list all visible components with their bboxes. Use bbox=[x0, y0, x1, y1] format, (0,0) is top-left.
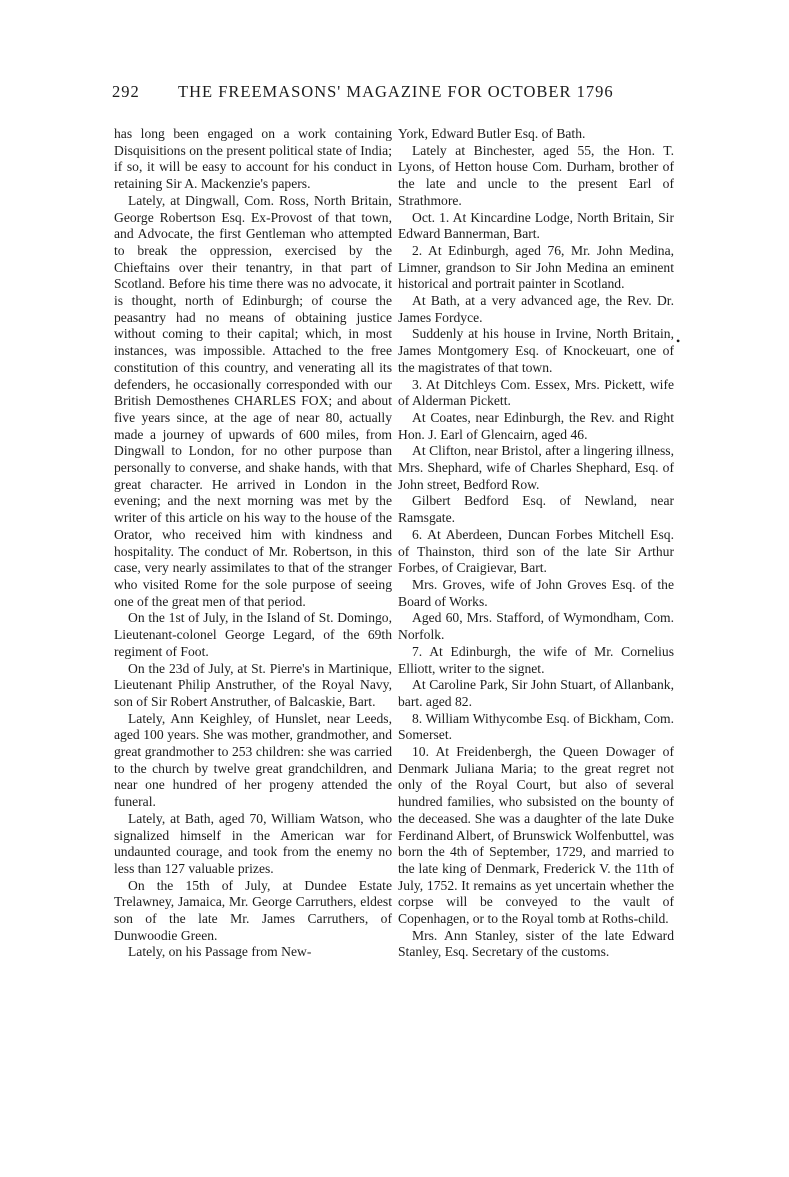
obituary-paragraph: Suddenly at his house in Irvine, North Britain, James Montgomery Esq. of Knockeuart, one of the magistrates of that town. bbox=[398, 326, 674, 375]
obituary-paragraph: Lately, Ann Keighley, of Hunslet, near Leeds, aged 100 years. She was mother, grandmother, and great grandmother to 253 children: she was carried to the church by twelve great grandchildren, and near one hundred of her progeny attended the funeral. bbox=[114, 710, 392, 810]
obituary-paragraph: has long been engaged on a work containing Disquisitions on the present political state of India; if so, it will be easy to account for his conduct in retaining Sir A. Mackenzie's papers. bbox=[114, 126, 392, 192]
obituary-paragraph: Mrs. Groves, wife of John Groves Esq. of the Board of Works. bbox=[398, 576, 674, 609]
print-speck: • bbox=[676, 334, 681, 348]
right-column bbox=[398, 126, 674, 961]
obituary-paragraph: Mrs. Ann Stanley, sister of the late Edward Stanley, Esq. Secretary of the customs. bbox=[398, 927, 674, 960]
obituary-paragraph: 7. At Edinburgh, the wife of Mr. Cornelius Elliott, writer to the signet. bbox=[398, 643, 674, 676]
obituary-paragraph: 6. At Aberdeen, Duncan Forbes Mitchell Esq. of Thainston, third son of the late Sir Arthur Forbes, of Craigievar, Bart. bbox=[398, 526, 674, 576]
obituary-paragraph: At Bath, at a very advanced age, the Rev. Dr. James Fordyce. bbox=[398, 293, 674, 325]
obituary-paragraph: At Caroline Park, Sir John Stuart, of Allanbank, bart. aged 82. bbox=[398, 677, 674, 709]
obituary-paragraph: On the 15th of July, at Dundee Estate Trelawney, Jamaica, Mr. George Carruthers, eldest son of the late Mr. James Carruthers, of Dunwoodie Green. bbox=[114, 877, 392, 943]
obituary-paragraph: Lately, on his Passage from New- bbox=[128, 944, 312, 960]
page-header bbox=[112, 82, 672, 108]
obituary-paragraph: 10. At Freidenbergh, the Queen Dowager of Denmark Juliana Maria; to the great regret not only of the Royal Court, but also of several hundred families, who subsisted on the bounty of the deceased. She was a daughter of the late Duke Ferdinand Albert, of Brunswick Wolfenbuttel, was born the 4th of September, 1729, and married to the late king of Denmark, Frederick V. the 11th of July, 1752. It remains as yet uncertain whether the corpse will be conveyed to the vault of Copenhagen, or to the Royal tomb at Roths-child. bbox=[398, 744, 674, 927]
obituary-paragraph: Oct. 1. At Kincardine Lodge, North Britain, Sir Edward Bannerman, Bart. bbox=[398, 209, 674, 242]
obituary-paragraph: 3. At Ditchleys Com. Essex, Mrs. Pickett, wife of Alderman Pickett. bbox=[398, 376, 674, 409]
obituary-paragraph: On the 1st of July, in the Island of St. Domingo, Lieutenant-colonel George Legard, of the 69th regiment of Foot. bbox=[114, 610, 392, 659]
obituary-paragraph: Aged 60, Mrs. Stafford, of Wymondham, Com. Norfolk. bbox=[398, 610, 674, 643]
obituary-paragraph: Lately at Binchester, aged 55, the Hon. T. Lyons, of Hetton house Com. Durham, brother of the late and uncle to the present Earl of Strathmore. bbox=[398, 142, 674, 208]
obituary-paragraph: Lately, at Bath, aged 70, William Watson, who signalized himself in the American war for undaunted courage, and took from the enemy no less than 127 valuable prizes. bbox=[114, 810, 392, 876]
obituary-paragraph: York, Edward Butler Esq. of Bath. bbox=[398, 126, 586, 141]
running-title: THE FREEMASONS' MAGAZINE FOR OCTOBER 1796 bbox=[178, 82, 614, 101]
obituary-paragraph: On the 23d of July, at St. Pierre's in Martinique, Lieutenant Philip Anstruther, of the Royal Navy, son of Sir Robert Anstruther, of Balcaskie, Bart. bbox=[114, 660, 392, 709]
obituary-paragraph: At Coates, near Edinburgh, the Rev. and Right Hon. J. Earl of Glencairn, aged 46. bbox=[398, 409, 674, 442]
obituary-paragraph: 2. At Edinburgh, aged 76, Mr. John Medina, Limner, grandson to Sir John Medina an eminent historical and portrait painter in Scotland. bbox=[398, 242, 674, 292]
obituary-paragraph: 8. William Withycombe Esq. of Bickham, Com. Somerset. bbox=[398, 710, 674, 743]
obituary-paragraph: Lately, at Dingwall, Com. Ross, North Britain, George Robertson Esq. Ex-Provost of that town, and Advocate, the first Gentleman who attempted to break the oppression, exercised by the Chieftains over their tenantry, in that part of Scotland. Before his time there was no advocate, it is thought, north of Edinburgh; of course the peasantry had no means of obtaining justice without coming to their capital; which, in most instances, was impossible. Attached to the free constitution of this country, and venerating all its defenders, he occasionally corresponded with our British Demosthenes CHARLES FOX; and about five years since, at the age of near 80, actually made a journey of upwards of 600 miles, from Dingwall to London, for no other purpose than personally to converse, and shake hands, with that great character. He arrived in London in the evening; and the next morning was met by the writer of this article on his way to the house of the Orator, who received him with kindness and hospitality. The conduct of Mr. Robertson, in this case, very nearly assimilates to that of the stranger who visited Rome for the sole purpose of seeing one of the great men of that period. bbox=[114, 192, 392, 609]
left-column bbox=[114, 126, 392, 961]
obituary-paragraph: At Clifton, near Bristol, after a lingering illness, Mrs. Shephard, wife of Charles Shephard, Esq. of John street, Bedford Row. bbox=[398, 443, 674, 492]
obituary-paragraph: Gilbert Bedford Esq. of Newland, near Ramsgate. bbox=[398, 493, 674, 526]
page-number: 292 bbox=[112, 82, 140, 101]
